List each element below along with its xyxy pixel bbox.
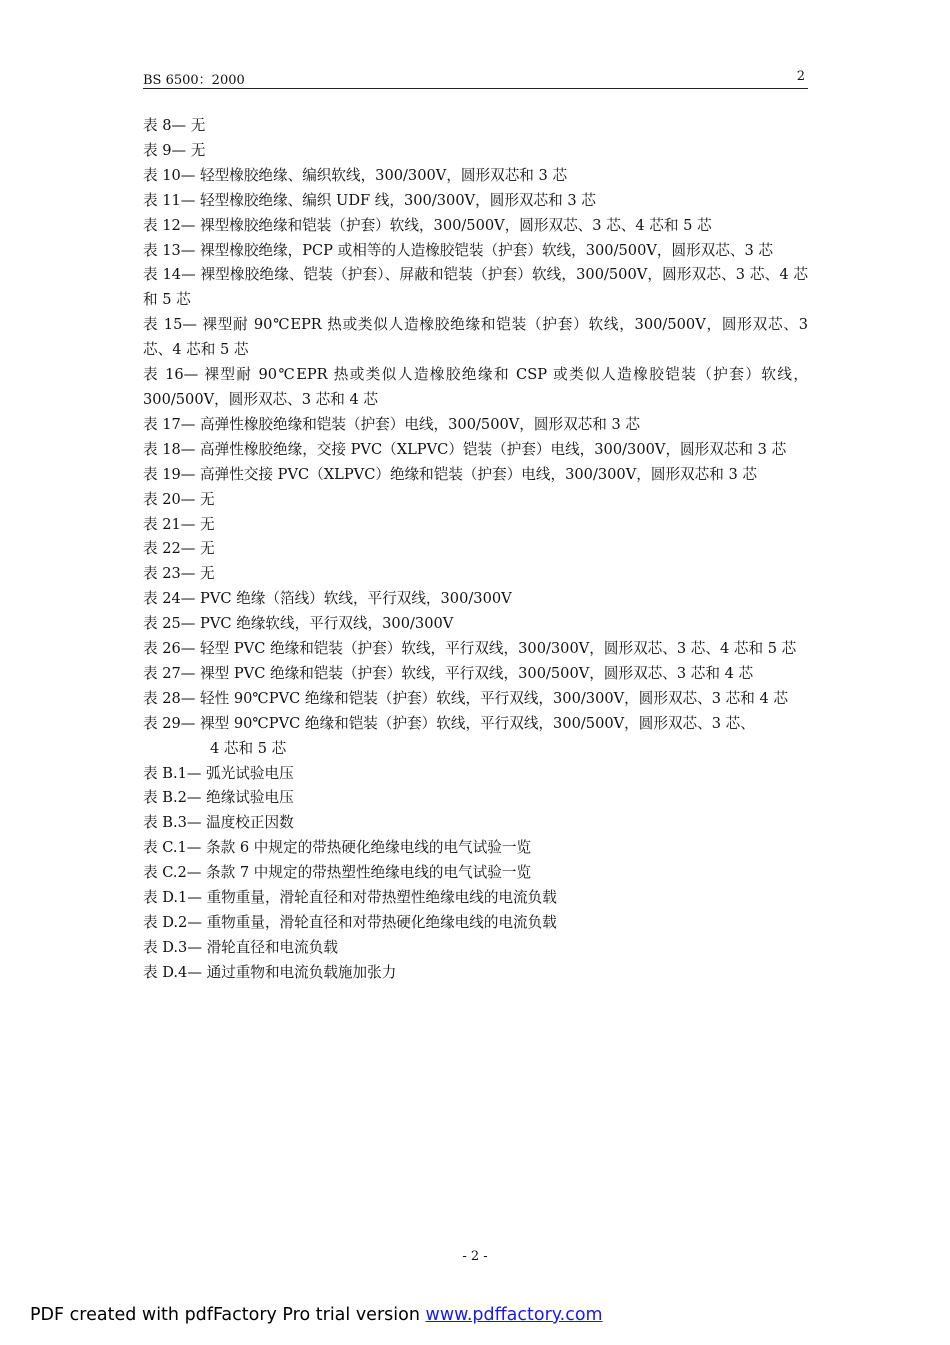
table-list-item: 表 19— 高弹性交接 PVC（XLPVC）绝缘和铠装（护套）电线，300/300V，圆形双芯和 3 芯	[143, 465, 757, 483]
table-list-item: 表 15— 裸型耐 90℃EPR 热或类似人造橡胶绝缘和铠装（护套）软线，300/500V，圆形双芯、3 芯、4 芯和 5 芯	[143, 316, 808, 359]
table-list-item-continuation: 4 芯和 5 芯	[210, 739, 287, 757]
table-list-item: 表 13— 裸型橡胶绝缘，PCP 或相等的人造橡胶铠装（护套）软线，300/500V，圆形双芯、3 芯	[143, 241, 773, 259]
table-list-item: 表 8— 无	[143, 117, 206, 134]
table-list-item: 表 D.3— 滑轮直径和电流负载	[143, 938, 338, 956]
header-page-number: 2	[796, 69, 805, 84]
table-list-item-first-line: 表 29— 裸型 90℃PVC 绝缘和铠装（护套）软线，平行双线，300/500V，圆形双芯、3 芯、	[143, 714, 755, 732]
table-list-item: 表 11— 轻型橡胶绝缘、编织 UDF 线，300/300V，圆形双芯和 3 芯	[143, 191, 596, 209]
pdf-footer	[30, 1305, 603, 1325]
table-list-item: 表 9— 无	[143, 141, 206, 159]
table-list-item: 表 D.2— 重物重量，滑轮直径和对带热硬化绝缘电线的电流负载	[143, 914, 557, 931]
table-list-item: 表 23— 无	[143, 565, 215, 583]
table-list-item: 表 22— 无	[143, 540, 215, 558]
running-header	[143, 68, 808, 89]
table-list-item: 表 21— 无	[143, 515, 215, 533]
table-list-item: 表 14— 裸型橡胶绝缘、铠装（护套）、屏蔽和铠装（护套）软线，300/500V，圆形双芯、3 芯、4 芯和 5 芯	[143, 266, 808, 309]
table-list-item: 表 28— 轻性 90℃PVC 绝缘和铠装（护套）软线，平行双线，300/300V，圆形双芯、3 芯和 4 芯	[143, 689, 789, 707]
table-list	[143, 114, 808, 986]
footer-text: PDF created with pdfFactory Pro trial version	[30, 1305, 426, 1325]
table-list-item: 表 25— PVC 绝缘软线，平行双线，300/300V	[143, 615, 454, 633]
table-list-item: 表 24— PVC 绝缘（箔线）软线，平行双线，300/300V	[143, 590, 512, 608]
footer-link[interactable]: www.pdffactory.com	[425, 1305, 603, 1325]
table-list-item: 表 C.1— 条款 6 中规定的带热硬化绝缘电线的电气试验一览	[143, 839, 532, 857]
page-number: - 2 -	[462, 1249, 488, 1264]
table-list-item: 表 B.3— 温度校正因数	[143, 814, 294, 832]
table-list-item: 表 16— 裸型耐 90℃EPR 热或类似人造橡胶绝缘和 CSP 或类似人造橡胶铠装（护套）软线，300/500V，圆形双芯、3 芯和 4 芯	[143, 366, 808, 408]
header-standard-code: BS 6500：2000	[143, 73, 245, 88]
table-list-item: 表 D.1— 重物重量，滑轮直径和对带热塑性绝缘电线的电流负载	[143, 889, 557, 907]
table-list-item	[143, 712, 808, 762]
table-list-item: 表 27— 裸型 PVC 绝缘和铠装（护套）软线，平行双线，300/500V，圆形双芯、3 芯和 4 芯	[143, 664, 754, 682]
table-list-item: 表 10— 轻型橡胶绝缘、编织软线，300/300V，圆形双芯和 3 芯	[143, 166, 568, 184]
table-list-item: 表 C.2— 条款 7 中规定的带热塑性绝缘电线的电气试验一览	[143, 864, 532, 882]
table-list-item: 表 26— 轻型 PVC 绝缘和铠装（护套）软线，平行双线，300/300V，圆形双芯、3 芯、4 芯和 5 芯	[143, 640, 797, 658]
table-list-item: 表 17— 高弹性橡胶绝缘和铠装（护套）电线，300/500V，圆形双芯和 3 芯	[143, 415, 641, 433]
table-list-item: 表 B.1— 弧光试验电压	[143, 764, 294, 782]
table-list-item: 表 B.2— 绝缘试验电压	[143, 789, 294, 807]
table-list-item: 表 12— 裸型橡胶绝缘和铠装（护套）软线，300/500V，圆形双芯、3 芯、4 芯和 5 芯	[143, 216, 712, 234]
table-list-item: 表 18— 高弹性橡胶绝缘，交接 PVC（XLPVC）铠装（护套）电线，300/300V，圆形双芯和 3 芯	[143, 440, 787, 458]
table-list-item: 表 20— 无	[143, 490, 215, 508]
table-list-item: 表 D.4— 通过重物和电流负载施加张力	[143, 963, 397, 981]
